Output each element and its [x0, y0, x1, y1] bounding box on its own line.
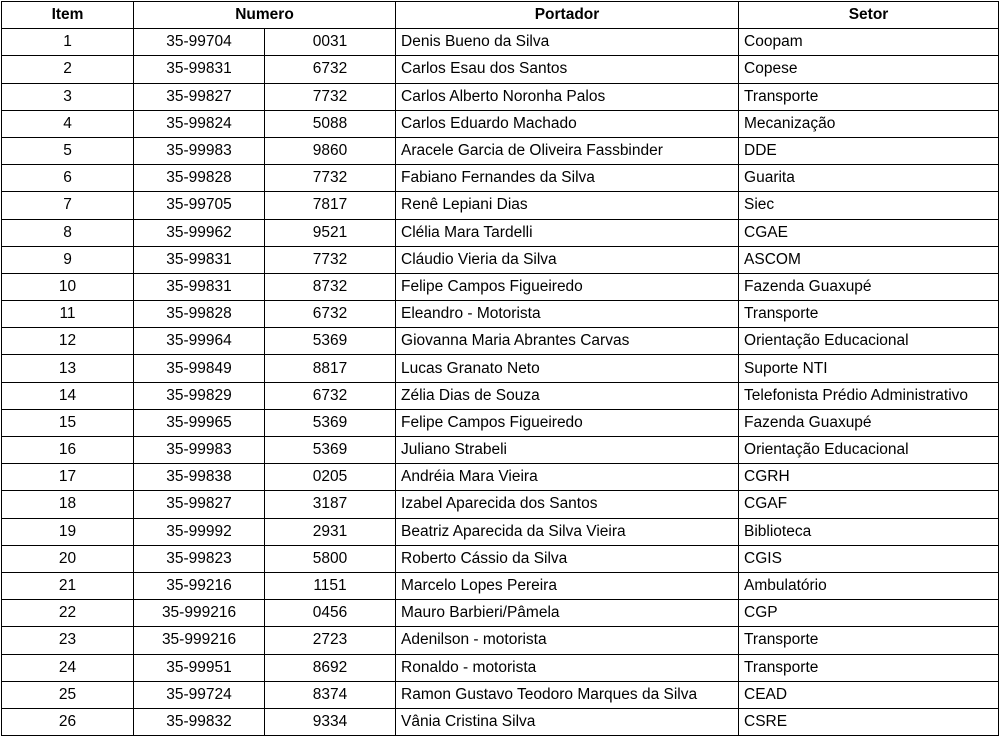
table-row — [2, 600, 999, 627]
setor-cell: Fazenda Guaxupé — [739, 273, 999, 300]
number-prefix-cell: 35-99983 — [134, 137, 265, 164]
number-suffix-cell: 0031 — [265, 29, 396, 56]
number-suffix-cell: 8692 — [265, 654, 396, 681]
number-prefix-cell: 35-999216 — [134, 627, 265, 654]
number-suffix-cell: 7732 — [265, 83, 396, 110]
number-prefix-cell: 35-99951 — [134, 654, 265, 681]
setor-cell: Mecanização — [739, 110, 999, 137]
number-suffix-cell: 8374 — [265, 681, 396, 708]
item-cell: 24 — [2, 654, 134, 681]
portador-cell: Izabel Aparecida dos Santos — [396, 491, 739, 518]
table-row — [2, 110, 999, 137]
item-cell: 9 — [2, 246, 134, 273]
setor-cell: Biblioteca — [739, 518, 999, 545]
number-suffix-cell: 2723 — [265, 627, 396, 654]
number-prefix-cell: 35-99704 — [134, 29, 265, 56]
setor-cell: DDE — [739, 137, 999, 164]
table-row — [2, 382, 999, 409]
number-suffix-cell: 7732 — [265, 165, 396, 192]
setor-cell: Ambulatório — [739, 572, 999, 599]
setor-cell: Copese — [739, 56, 999, 83]
number-prefix-cell: 35-99831 — [134, 56, 265, 83]
number-prefix-cell: 35-99827 — [134, 491, 265, 518]
number-suffix-cell: 7732 — [265, 246, 396, 273]
item-cell: 17 — [2, 464, 134, 491]
item-cell: 23 — [2, 627, 134, 654]
number-prefix-cell: 35-99838 — [134, 464, 265, 491]
table-row — [2, 83, 999, 110]
setor-cell: ASCOM — [739, 246, 999, 273]
number-prefix-cell: 35-99827 — [134, 83, 265, 110]
portador-cell: Eleandro - Motorista — [396, 301, 739, 328]
portador-cell: Carlos Eduardo Machado — [396, 110, 739, 137]
item-cell: 10 — [2, 273, 134, 300]
number-suffix-cell: 9521 — [265, 219, 396, 246]
number-prefix-cell: 35-99828 — [134, 165, 265, 192]
number-suffix-cell: 6732 — [265, 56, 396, 83]
item-cell: 8 — [2, 219, 134, 246]
table-body — [2, 29, 999, 736]
table-row — [2, 246, 999, 273]
number-suffix-cell: 5369 — [265, 409, 396, 436]
portador-cell: Felipe Campos Figueiredo — [396, 273, 739, 300]
portador-cell: Fabiano Fernandes da Silva — [396, 165, 739, 192]
item-cell: 20 — [2, 545, 134, 572]
item-cell: 6 — [2, 165, 134, 192]
number-prefix-cell: 35-99828 — [134, 301, 265, 328]
header-portador: Portador — [396, 2, 739, 29]
number-suffix-cell: 2931 — [265, 518, 396, 545]
item-cell: 14 — [2, 382, 134, 409]
number-prefix-cell: 35-99965 — [134, 409, 265, 436]
portador-cell: Marcelo Lopes Pereira — [396, 572, 739, 599]
table-row — [2, 491, 999, 518]
setor-cell: Transporte — [739, 301, 999, 328]
table-row — [2, 572, 999, 599]
table-row — [2, 355, 999, 382]
header-item: Item — [2, 2, 134, 29]
number-prefix-cell: 35-99823 — [134, 545, 265, 572]
number-suffix-cell: 5369 — [265, 437, 396, 464]
item-cell: 22 — [2, 600, 134, 627]
setor-cell: CGP — [739, 600, 999, 627]
portador-cell: Adenilson - motorista — [396, 627, 739, 654]
setor-cell: CEAD — [739, 681, 999, 708]
portador-cell: Cláudio Vieria da Silva — [396, 246, 739, 273]
item-cell: 21 — [2, 572, 134, 599]
number-prefix-cell: 35-99216 — [134, 572, 265, 599]
setor-cell: Transporte — [739, 654, 999, 681]
setor-cell: Coopam — [739, 29, 999, 56]
table-row — [2, 654, 999, 681]
item-cell: 15 — [2, 409, 134, 436]
setor-cell: Fazenda Guaxupé — [739, 409, 999, 436]
number-prefix-cell: 35-99824 — [134, 110, 265, 137]
number-prefix-cell: 35-999216 — [134, 600, 265, 627]
portador-cell: Lucas Granato Neto — [396, 355, 739, 382]
number-suffix-cell: 3187 — [265, 491, 396, 518]
number-suffix-cell: 1151 — [265, 572, 396, 599]
portador-cell: Andréia Mara Vieira — [396, 464, 739, 491]
table-row — [2, 56, 999, 83]
portador-cell: Felipe Campos Figueiredo — [396, 409, 739, 436]
number-prefix-cell: 35-99831 — [134, 273, 265, 300]
table-row — [2, 273, 999, 300]
portador-cell: Renê Lepiani Dias — [396, 192, 739, 219]
portador-cell: Aracele Garcia de Oliveira Fassbinder — [396, 137, 739, 164]
portador-cell: Mauro Barbieri/Pâmela — [396, 600, 739, 627]
portador-cell: Roberto Cássio da Silva — [396, 545, 739, 572]
number-suffix-cell: 0205 — [265, 464, 396, 491]
setor-cell: CGAE — [739, 219, 999, 246]
number-suffix-cell: 6732 — [265, 301, 396, 328]
setor-cell: CGAF — [739, 491, 999, 518]
portador-cell: Clélia Mara Tardelli — [396, 219, 739, 246]
portador-cell: Zélia Dias de Souza — [396, 382, 739, 409]
number-prefix-cell: 35-99962 — [134, 219, 265, 246]
portador-cell: Vânia Cristina Silva — [396, 708, 739, 735]
number-prefix-cell: 35-99964 — [134, 328, 265, 355]
item-cell: 25 — [2, 681, 134, 708]
item-cell: 11 — [2, 301, 134, 328]
item-cell: 2 — [2, 56, 134, 83]
item-cell: 19 — [2, 518, 134, 545]
item-cell: 26 — [2, 708, 134, 735]
item-cell: 13 — [2, 355, 134, 382]
setor-cell: Transporte — [739, 627, 999, 654]
setor-cell: Siec — [739, 192, 999, 219]
number-suffix-cell: 5800 — [265, 545, 396, 572]
table-row — [2, 627, 999, 654]
table-row — [2, 219, 999, 246]
number-suffix-cell: 8732 — [265, 273, 396, 300]
table-row — [2, 464, 999, 491]
number-suffix-cell: 7817 — [265, 192, 396, 219]
number-suffix-cell: 0456 — [265, 600, 396, 627]
setor-cell: CGRH — [739, 464, 999, 491]
table-row — [2, 29, 999, 56]
setor-cell: Orientação Educacional — [739, 437, 999, 464]
portador-cell: Ronaldo - motorista — [396, 654, 739, 681]
table-row — [2, 137, 999, 164]
number-prefix-cell: 35-99724 — [134, 681, 265, 708]
number-suffix-cell: 9334 — [265, 708, 396, 735]
phone-directory-table — [1, 1, 999, 736]
table-row — [2, 681, 999, 708]
number-suffix-cell: 8817 — [265, 355, 396, 382]
setor-cell: CSRE — [739, 708, 999, 735]
table-row — [2, 192, 999, 219]
number-prefix-cell: 35-99705 — [134, 192, 265, 219]
table-row — [2, 301, 999, 328]
item-cell: 3 — [2, 83, 134, 110]
number-prefix-cell: 35-99983 — [134, 437, 265, 464]
setor-cell: CGIS — [739, 545, 999, 572]
item-cell: 18 — [2, 491, 134, 518]
table-row — [2, 165, 999, 192]
header-numero: Numero — [134, 2, 396, 29]
portador-cell: Juliano Strabeli — [396, 437, 739, 464]
number-suffix-cell: 9860 — [265, 137, 396, 164]
table-row — [2, 328, 999, 355]
item-cell: 4 — [2, 110, 134, 137]
header-setor: Setor — [739, 2, 999, 29]
header-row — [2, 2, 999, 29]
item-cell: 5 — [2, 137, 134, 164]
portador-cell: Giovanna Maria Abrantes Carvas — [396, 328, 739, 355]
portador-cell: Ramon Gustavo Teodoro Marques da Silva — [396, 681, 739, 708]
item-cell: 7 — [2, 192, 134, 219]
item-cell: 1 — [2, 29, 134, 56]
number-prefix-cell: 35-99831 — [134, 246, 265, 273]
setor-cell: Guarita — [739, 165, 999, 192]
number-prefix-cell: 35-99829 — [134, 382, 265, 409]
portador-cell: Beatriz Aparecida da Silva Vieira — [396, 518, 739, 545]
setor-cell: Orientação Educacional — [739, 328, 999, 355]
number-prefix-cell: 35-99849 — [134, 355, 265, 382]
number-prefix-cell: 35-99992 — [134, 518, 265, 545]
portador-cell: Denis Bueno da Silva — [396, 29, 739, 56]
table-row — [2, 545, 999, 572]
item-cell: 12 — [2, 328, 134, 355]
number-suffix-cell: 5088 — [265, 110, 396, 137]
table-row — [2, 708, 999, 735]
setor-cell: Telefonista Prédio Administrativo — [739, 382, 999, 409]
portador-cell: Carlos Esau dos Santos — [396, 56, 739, 83]
number-prefix-cell: 35-99832 — [134, 708, 265, 735]
table-row — [2, 437, 999, 464]
setor-cell: Suporte NTI — [739, 355, 999, 382]
item-cell: 16 — [2, 437, 134, 464]
table-row — [2, 409, 999, 436]
portador-cell: Carlos Alberto Noronha Palos — [396, 83, 739, 110]
number-suffix-cell: 6732 — [265, 382, 396, 409]
setor-cell: Transporte — [739, 83, 999, 110]
number-suffix-cell: 5369 — [265, 328, 396, 355]
table-row — [2, 518, 999, 545]
